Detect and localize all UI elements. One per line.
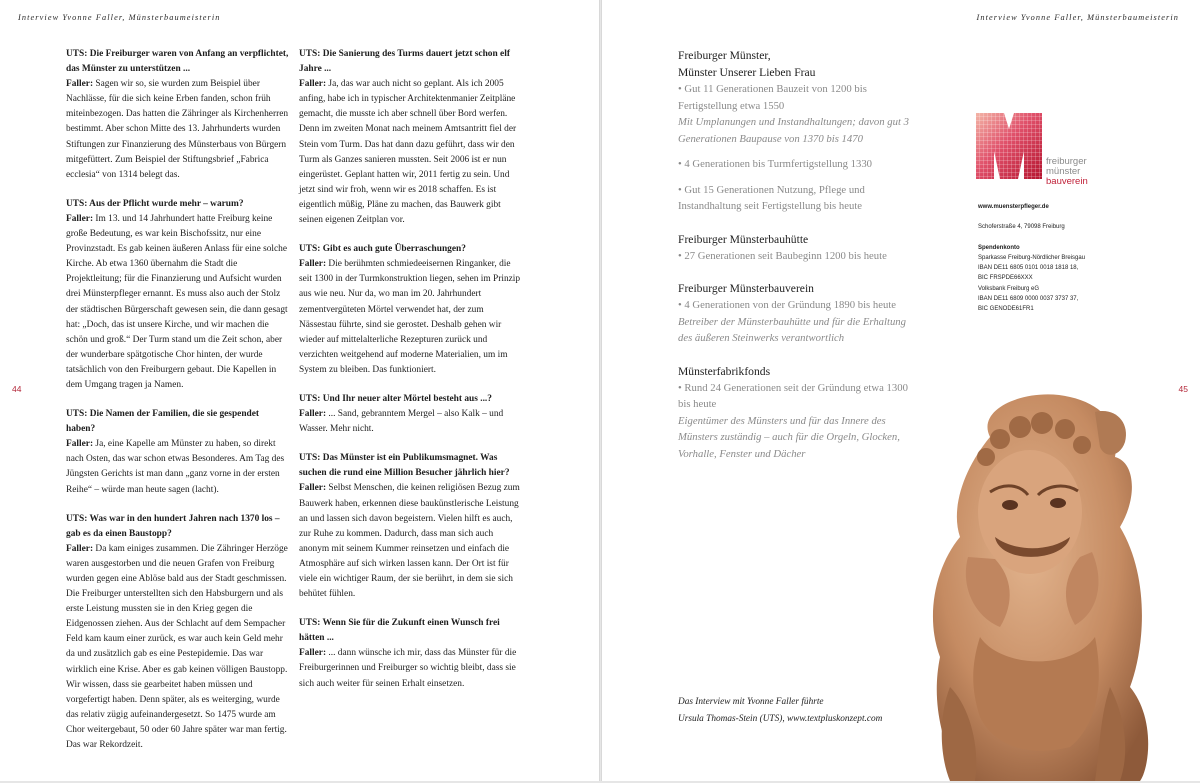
running-header: Interview Yvonne Faller, Münsterbaumeisterin [18, 13, 221, 22]
interview-answer [66, 542, 289, 753]
interview-qa [299, 392, 521, 437]
fact-item: • 4 Generationen von der Gründung 1890 bis heute [678, 299, 897, 311]
interview-qa [299, 616, 521, 691]
address: Schoferstraße 4, 79098 Freiburg [978, 224, 1065, 231]
bank-line: IBAN DE11 6805 0101 0018 1818 18, [978, 265, 1079, 272]
fact-item: • 4 Generationen bis Turmfertigstellung 1330 [678, 158, 873, 170]
fact-section-title: Freiburger Münsterbauhütte [678, 232, 809, 246]
answer-text: Ja, eine Kapelle am Münster zu haben, so direkt nach Osten, das war schon etwas Besonderes. Am Tag des Jüngsten Gerichts ist man dann „ganz vorne in der ersten Reihe“ – würde man heute sagen (lacht). [66, 439, 285, 495]
bank-line: Sparkasse Freiburg-Nördlicher Breisgau [978, 254, 1086, 261]
left-page [0, 0, 600, 781]
interview-question: UTS: Die Freiburger waren von Anfang an verpflichtet, das Münster zu unterstützen ... [66, 49, 289, 75]
speaker-label: Faller: [299, 79, 327, 90]
fact-item: • Rund 24 Generationen seit der Gründung etwa 1300 bis heute [678, 381, 908, 410]
contact-block [978, 202, 1108, 315]
interview-column-2 [299, 47, 521, 706]
bank-line: IBAN DE11 6809 0000 0037 3737 37, [978, 296, 1079, 303]
interview-answer [299, 257, 521, 378]
answer-text: Die berühmten schmiedeeisernen Ringanker, die seit 1300 in der Turmkonstruktion liegen, sehen im Prinzip aus wie neu. Nur da, wo man im 20. Jahrhundert zementvergüteten Mörtel verwendet hat, der zum Nässestau führte, sind sie gerostet. Deshalb gehen wir wieder auf mittelalterliche Rezepturen zurück und verzichten weitgehend auf moderne Materialien, um im System zu bleiben. Das funktioniert. [299, 259, 521, 375]
fact-section-title: Münsterfabrikfonds [678, 364, 771, 378]
fact-note: Eigentümer des Münsters und für das Innere des Münsters zuständig – auch für die Orgeln, Glocken, Vorhalle, Fenster und Dächer [678, 414, 900, 460]
interview-qa [66, 197, 289, 393]
answer-text: Selbst Menschen, die keinen religiösen Bezug zum Bauwerk haben, erkennen diese baukünstlerische Leistung an und lassen sich davon begeistern. Vielen hilft es auch, zur Ruhe zu kommen. Dadurch, dass man sich auch anonym mit seinem Kummer reinsetzen und einfach die Atmosphäre auf sich wirken lassen kann. Der Ort ist für viele ein wichtiger Raum, der sie berührt, in dem sie sich behütet fühlen. [299, 483, 520, 600]
credit-line2: Ursula Thomas-Stein (UTS), www.textpluskonzept.com [678, 713, 883, 724]
answer-text: Im 13. und 14 Jahrhundert hatte Freiburg keine große Bedeutung, es war kein Bischofssitz, nur eine Provinzstadt. Es gab keinen äußeren Anlass für eine solche Kirche. Ab etwa 1360 übernahm die Stadt die Projektleitung; für die Finanzierung und Aufsicht wurden drei Münsterpfleger ernannt. Es muss also auch der Stolz der städtischen Bürgerschaft gewesen sein, die dann gesagt hat: „Doch, das ist unsere Kirche, und wir machen die schön und groß.“ Der Turm stand um die Zeit schon, aber der wunderbare spätgotische Chor hinten, der wurde tatsächlich von den Freiburgern gebaut. Die Kapellen in dem Umgang tragen ja Namen. [66, 213, 288, 390]
interview-qa [66, 512, 289, 754]
page-number: 44 [12, 384, 22, 394]
website-link[interactable]: www.muensterpfleger.de [978, 204, 1049, 210]
fact-note: Mit Umplanungen und Instandhaltungen; davon gut 3 Generationen Baupause von 1370 bis 1470 [678, 116, 909, 145]
fact-section [678, 231, 918, 265]
interview-qa [66, 47, 289, 183]
fact-section [678, 280, 918, 347]
interview-answer [299, 481, 521, 602]
speaker-label: Faller: [299, 648, 327, 659]
answer-text: ... Sand, gebranntem Mergel – also Kalk – und Wasser. Mehr nicht. [299, 409, 504, 435]
facts-panel [678, 47, 918, 478]
interview-answer [66, 77, 289, 183]
m-logo-icon [976, 113, 1042, 179]
interview-qa [299, 242, 521, 378]
fact-item: • Gut 11 Generationen Bauzeit von 1200 bis Fertigstellung etwa 1550 [678, 83, 867, 112]
muensterbauverein-logo [976, 113, 1096, 189]
donation-account-title: Spendenkonto [978, 244, 1020, 251]
fact-section-title: Freiburger Münster, Münster Unserer Lieben Frau [678, 49, 816, 79]
interview-credit [678, 694, 938, 727]
gargoyle-sculpture-image [920, 387, 1160, 781]
interview-answer [66, 212, 289, 393]
page-number: 45 [1178, 384, 1188, 394]
logo-text-line2: münster [1046, 166, 1081, 177]
interview-question: UTS: Aus der Pflicht wurde mehr – warum? [66, 198, 244, 209]
interview-column-1 [66, 47, 289, 767]
answer-text: Ja, das war auch nicht so geplant. Als ich 2005 anfing, habe ich in typischer Architektenmanier Zeitpläne gemacht, die musste ich aber schnell über Bord werfen. Denn im zweiten Monat nach meinem Amtsantritt fiel der Stein vom Turm. Das hat dann dazu geführt, dass wir den Turm als Ganzes sanieren mussten. Seit 2006 ist er nun eingerüstet. Geplant hatten wir, 2011 fertig zu sein. Und jetzt sind wir froh, wenn wir es 2018 schaffen. Es ist eigentlich müßig, Pläne zu machen, das Bauwerk gibt seinen eigenen Zeitplan vor. [299, 79, 517, 226]
credit-line1: Das Interview mit Yvonne Faller führte [678, 697, 824, 707]
speaker-label: Faller: [299, 483, 327, 494]
speaker-label: Faller: [66, 543, 94, 554]
interview-question: UTS: Die Sanierung des Turms dauert jetzt schon elf Jahre ... [299, 49, 510, 75]
logo-text-line3: bauverein [1046, 176, 1088, 187]
logo-text-line1: freiburger [1046, 156, 1087, 167]
answer-text: Da kam einiges zusammen. Die Zähringer Herzöge waren ausgestorben und die neuen Grafen von Freiburg wurden gegen eine Ablöse bald aus der Stadt geschmissen. Die Freiburger unterstellten sich den Habsburgern und als erste Leistung mussten sie in den Krieg gegen die Eidgenossen ziehen. Aus der Schlacht auf dem Sempacher Feld kam kaum einer zurück, es war auch kein Geld mehr da und zusätzlich gab es eine Pestepidemie. Das war wirklich eine Krise. Aber es gab keinen völligen Baustopp. Wir wissen, dass sie gearbeitet haben müssen und vorgefertigt haben. Denn später, als es weiterging, wurde das relativ zügig aufeinandergesetzt. So 1475 wurde am Chor weitergebaut, 50 oder 60 Jahre später war man fertig. Das war Rekordzeit. [66, 543, 288, 751]
interview-answer [299, 407, 521, 437]
right-page [601, 0, 1200, 781]
interview-question: UTS: Was war in den hundert Jahren nach 1370 los – gab es da einen Baustopp? [66, 513, 280, 539]
interview-qa [299, 47, 521, 228]
answer-text: ... dann wünsche ich mir, dass das Münster für die Freiburgerinnen und Freiburger so wichtig bleibt, dass sie sich auch weiter für seinen Erhalt einsetzen. [299, 648, 517, 689]
interview-question: UTS: Gibt es auch gute Überraschungen? [299, 244, 466, 255]
fact-section [678, 363, 918, 463]
interview-answer [299, 77, 521, 228]
interview-question: UTS: Das Münster ist ein Publikumsmagnet. Was suchen die rund eine Million Besucher jährlich hier? [299, 453, 510, 479]
answer-text: Sagen wir so, sie wurden zum Beispiel über Nachlässe, für die sich keine Erben fanden, schon früh miteinbezogen. Das hatten die Zähringer als Kirchenherren bestimmt. Aber schon Mitte des 13. Jahrhunderts wurden Stiftungen zur Finanzierung des Münsterbaus von Bürgern mitgefüttert. Zum Beispiel der Stiftungsbrief „Fabrica ecclesia“ von 1314 belegt das. [66, 79, 289, 180]
bank-line: BIC GENODE61FR1 [978, 306, 1034, 313]
fact-item: • 27 Generationen seit Baubeginn 1200 bis heute [678, 249, 887, 262]
fact-section [678, 47, 918, 215]
bank-line: BIC FRSPDE66XXX [978, 275, 1033, 282]
speaker-label: Faller: [66, 213, 94, 224]
fact-item: • Gut 15 Generationen Nutzung, Pflege und Instandhaltung seit Fertigstellung bis heute [678, 183, 865, 212]
fact-section-title: Freiburger Münsterbauverein [678, 282, 814, 295]
interview-answer [299, 646, 521, 691]
fact-note: Betreiber der Münsterbauhütte und für die Erhaltung des äußeren Steinwerks verantwortlich [678, 315, 906, 344]
interview-qa [299, 451, 521, 602]
speaker-label: Faller: [66, 439, 94, 450]
interview-qa [66, 407, 289, 498]
interview-question: UTS: Wenn Sie für die Zukunft einen Wunsch frei hätten ... [299, 618, 500, 644]
bank-line: Volksbank Freiburg eG [978, 285, 1040, 292]
speaker-label: Faller: [299, 409, 327, 420]
speaker-label: Faller: [299, 259, 327, 270]
speaker-label: Faller: [66, 79, 94, 90]
interview-answer [66, 437, 289, 497]
interview-question: UTS: Und Ihr neuer alter Mörtel besteht aus ...? [299, 393, 492, 404]
running-header: Interview Yvonne Faller, Münsterbaumeisterin [976, 13, 1179, 22]
interview-question: UTS: Die Namen der Familien, die sie gespendet haben? [66, 409, 260, 435]
